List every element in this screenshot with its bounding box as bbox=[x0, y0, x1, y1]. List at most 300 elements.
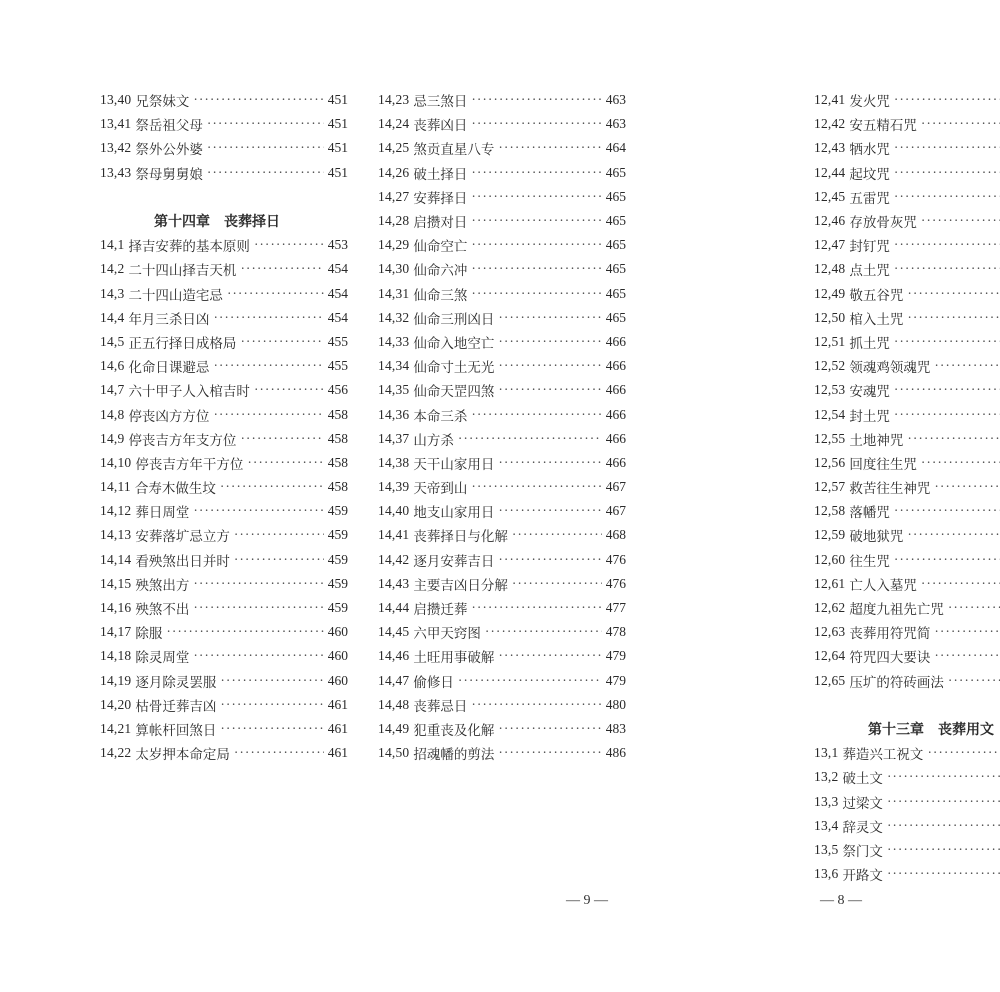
entry-number: 13,1 bbox=[814, 745, 839, 761]
entry-number: 14,31 bbox=[378, 285, 410, 301]
entry-title: 主要吉凶日分解 bbox=[413, 577, 508, 594]
entry-number: 14,13 bbox=[100, 527, 132, 543]
entry-number: 14,23 bbox=[378, 92, 410, 108]
entry-title: 招魂幡的剪法 bbox=[413, 747, 495, 764]
entry-title: 安五精石咒 bbox=[849, 118, 917, 135]
dot-leader bbox=[207, 165, 324, 181]
entry-title: 祭岳祖父母 bbox=[135, 118, 203, 135]
entry-page: 460 bbox=[327, 624, 348, 640]
dot-leader bbox=[220, 673, 323, 689]
entry-page: 451 bbox=[327, 164, 348, 180]
entry-title: 仙命三刑凶日 bbox=[413, 311, 495, 328]
entry-number: 12,61 bbox=[814, 575, 846, 591]
entry-title: 仙命六冲 bbox=[413, 263, 468, 280]
entry-title: 葬日周堂 bbox=[135, 505, 190, 522]
entry-number: 14,36 bbox=[378, 406, 410, 422]
entry-number: 14,20 bbox=[100, 696, 132, 712]
entry-page: 465 bbox=[605, 237, 626, 253]
entry-page: 465 bbox=[605, 285, 626, 301]
dot-leader bbox=[498, 455, 601, 471]
toc-entry bbox=[100, 596, 348, 620]
entry-title: 安葬择日 bbox=[413, 190, 468, 207]
entry-title: 起坟咒 bbox=[849, 166, 890, 183]
toc-entry bbox=[378, 644, 626, 668]
entry-page: 451 bbox=[327, 140, 348, 156]
entry-page: 453 bbox=[327, 237, 348, 253]
entry-page: 458 bbox=[327, 430, 348, 446]
entry-page: 458 bbox=[327, 479, 348, 495]
entry-number: 14,1 bbox=[100, 237, 125, 253]
entry-page: 465 bbox=[605, 261, 626, 277]
entry-number: 14,39 bbox=[378, 479, 410, 495]
entry-page: 467 bbox=[605, 479, 626, 495]
entry-number: 14,35 bbox=[378, 382, 410, 398]
dot-leader bbox=[907, 286, 1000, 302]
toc-entry bbox=[378, 161, 626, 185]
entry-number: 14,43 bbox=[378, 575, 410, 591]
entry-page: 463 bbox=[605, 92, 626, 108]
entry-number: 14,40 bbox=[378, 503, 410, 519]
entry-number: 14,25 bbox=[378, 140, 410, 156]
toc-entry bbox=[100, 257, 348, 281]
dot-leader bbox=[894, 140, 1000, 156]
entry-title: 兄祭妹文 bbox=[135, 94, 190, 111]
entry-title: 太岁押本命定局 bbox=[135, 747, 230, 764]
entry-page: 465 bbox=[605, 164, 626, 180]
dot-leader bbox=[927, 745, 1000, 761]
entry-number: 13,6 bbox=[814, 866, 839, 882]
entry-number: 14,21 bbox=[100, 720, 132, 736]
entry-title: 过梁文 bbox=[842, 795, 883, 812]
entry-number: 14,29 bbox=[378, 237, 410, 253]
dot-leader bbox=[207, 140, 324, 156]
entry-title: 择吉安葬的基本原则 bbox=[128, 239, 250, 256]
entry-number: 12,55 bbox=[814, 430, 846, 446]
entry-number: 14,19 bbox=[100, 672, 132, 688]
entry-number: 14,46 bbox=[378, 648, 410, 664]
toc-entry bbox=[100, 306, 348, 330]
dot-leader bbox=[498, 721, 601, 737]
dot-leader bbox=[193, 600, 323, 616]
entry-page: 466 bbox=[605, 454, 626, 470]
entry-title: 除服 bbox=[135, 626, 163, 643]
toc-entry bbox=[814, 765, 1000, 789]
toc-entry bbox=[100, 233, 348, 257]
entry-number: 14,15 bbox=[100, 575, 132, 591]
dot-leader bbox=[894, 237, 1000, 253]
dot-leader bbox=[498, 552, 601, 568]
toc-entry bbox=[814, 257, 1000, 281]
dot-leader bbox=[240, 334, 323, 350]
entry-page: 459 bbox=[327, 527, 348, 543]
toc-entry bbox=[378, 717, 626, 741]
dot-leader bbox=[934, 479, 1000, 495]
entry-page: 476 bbox=[605, 575, 626, 591]
toc-entry bbox=[100, 717, 348, 741]
toc-entry bbox=[100, 620, 348, 644]
toc-entry bbox=[378, 257, 626, 281]
entry-number: 12,65 bbox=[814, 672, 846, 688]
toc-entry bbox=[378, 330, 626, 354]
entry-title: 丧葬忌日 bbox=[413, 698, 468, 715]
dot-leader bbox=[193, 648, 323, 664]
toc-entry bbox=[378, 499, 626, 523]
entry-page: 459 bbox=[327, 503, 348, 519]
toc-entry bbox=[100, 451, 348, 475]
entry-page: 480 bbox=[605, 696, 626, 712]
dot-leader bbox=[894, 189, 1000, 205]
entry-title: 本命三杀 bbox=[413, 408, 468, 425]
dot-leader bbox=[254, 237, 324, 253]
entry-title: 算帐杆回煞日 bbox=[135, 722, 217, 739]
entry-title: 停丧吉方年支方位 bbox=[128, 432, 237, 449]
toc-entry bbox=[378, 523, 626, 547]
entry-page: 466 bbox=[605, 382, 626, 398]
entry-number: 14,45 bbox=[378, 624, 410, 640]
dot-leader bbox=[498, 503, 601, 519]
entry-title: 化命日课避忌 bbox=[128, 360, 210, 377]
toc-entry bbox=[814, 838, 1000, 862]
entry-page: 476 bbox=[605, 551, 626, 567]
entry-number: 12,62 bbox=[814, 600, 846, 616]
dot-leader bbox=[887, 866, 1000, 882]
entry-title: 安魂咒 bbox=[849, 384, 890, 401]
dot-leader bbox=[894, 92, 1000, 108]
dot-leader bbox=[234, 745, 324, 761]
toc-entry bbox=[100, 282, 348, 306]
dot-leader bbox=[471, 697, 601, 713]
entry-title: 正五行择日成格局 bbox=[128, 335, 237, 352]
toc-entry bbox=[814, 669, 1000, 693]
entry-number: 12,47 bbox=[814, 237, 846, 253]
toc-entry bbox=[100, 161, 348, 185]
entry-page: 461 bbox=[327, 696, 348, 712]
toc-entry bbox=[378, 741, 626, 765]
entry-page: 466 bbox=[605, 406, 626, 422]
entry-title: 天干山家用日 bbox=[413, 456, 495, 473]
dot-leader bbox=[471, 165, 601, 181]
dot-leader bbox=[220, 697, 323, 713]
dot-leader bbox=[193, 576, 323, 592]
toc-entry bbox=[100, 572, 348, 596]
entry-title: 二十四山择吉天机 bbox=[128, 263, 237, 280]
entry-title: 破土择日 bbox=[413, 166, 468, 183]
entry-title: 除灵周堂 bbox=[135, 650, 190, 667]
entry-title: 领魂鸡领魂咒 bbox=[849, 360, 931, 377]
entry-title: 存放骨灰咒 bbox=[849, 215, 917, 232]
entry-title: 殃煞出方 bbox=[135, 577, 190, 594]
entry-title: 发火咒 bbox=[849, 94, 890, 111]
entry-number: 12,42 bbox=[814, 116, 846, 132]
toc-entry bbox=[378, 233, 626, 257]
entry-title: 回度往生咒 bbox=[849, 456, 917, 473]
dot-leader bbox=[907, 527, 1000, 543]
dot-leader bbox=[887, 842, 1000, 858]
toc-entry bbox=[378, 572, 626, 596]
entry-number: 12,60 bbox=[814, 551, 846, 567]
toc-entry bbox=[378, 306, 626, 330]
toc-entry bbox=[378, 88, 626, 112]
entry-page: 464 bbox=[605, 140, 626, 156]
dot-leader bbox=[887, 769, 1000, 785]
dot-leader bbox=[921, 116, 1000, 132]
toc-entry bbox=[814, 427, 1000, 451]
entry-page: 466 bbox=[605, 333, 626, 349]
entry-number: 14,44 bbox=[378, 600, 410, 616]
entry-number: 14,30 bbox=[378, 261, 410, 277]
entry-number: 14,12 bbox=[100, 503, 132, 519]
entry-page: 455 bbox=[327, 333, 348, 349]
entry-number: 12,43 bbox=[814, 140, 846, 156]
dot-leader bbox=[234, 527, 324, 543]
toc-entry bbox=[814, 330, 1000, 354]
toc-entry bbox=[814, 741, 1000, 765]
toc-entry bbox=[100, 136, 348, 160]
toc-entry bbox=[100, 644, 348, 668]
toc-entry bbox=[100, 112, 348, 136]
entry-page: 461 bbox=[327, 745, 348, 761]
entry-number: 14,6 bbox=[100, 358, 125, 374]
entry-number: 14,42 bbox=[378, 551, 410, 567]
toc-group-2 bbox=[378, 88, 626, 765]
entry-title: 煞贡直星八专 bbox=[413, 142, 495, 159]
entry-title: 忌三煞日 bbox=[413, 94, 468, 111]
entry-page: 461 bbox=[327, 720, 348, 736]
toc-entry bbox=[378, 596, 626, 620]
entry-number: 13,42 bbox=[100, 140, 132, 156]
dot-leader bbox=[240, 261, 323, 277]
entry-number: 14,9 bbox=[100, 430, 125, 446]
toc-entry bbox=[378, 451, 626, 475]
entry-page: 483 bbox=[605, 720, 626, 736]
entry-number: 12,49 bbox=[814, 285, 846, 301]
dot-leader bbox=[934, 358, 1000, 374]
dot-leader bbox=[907, 310, 1000, 326]
entry-title: 棺入土咒 bbox=[849, 311, 904, 328]
dot-leader bbox=[498, 358, 601, 374]
dot-leader bbox=[934, 624, 1000, 640]
entry-number: 14,48 bbox=[378, 696, 410, 712]
entry-number: 14,27 bbox=[378, 188, 410, 204]
toc-entry bbox=[814, 88, 1000, 112]
entry-page: 459 bbox=[327, 600, 348, 616]
entry-title: 开路文 bbox=[842, 868, 883, 885]
entry-page: 451 bbox=[327, 116, 348, 132]
entry-number: 14,26 bbox=[378, 164, 410, 180]
dot-leader bbox=[471, 213, 601, 229]
entry-number: 12,56 bbox=[814, 454, 846, 470]
entry-title: 六十甲子人入棺吉时 bbox=[128, 384, 250, 401]
entry-number: 14,8 bbox=[100, 406, 125, 422]
entry-number: 14,14 bbox=[100, 551, 132, 567]
dot-leader bbox=[471, 286, 601, 302]
toc-entry bbox=[814, 620, 1000, 644]
dot-leader bbox=[458, 431, 602, 447]
entry-page: 456 bbox=[327, 382, 348, 398]
page-number-right: — 9 — bbox=[566, 893, 608, 908]
entry-number: 14,28 bbox=[378, 213, 410, 229]
entry-title: 祭门文 bbox=[842, 843, 883, 860]
entry-number: 14,2 bbox=[100, 261, 125, 277]
entry-number: 13,40 bbox=[100, 92, 132, 108]
dot-leader bbox=[207, 116, 324, 132]
entry-number: 12,52 bbox=[814, 358, 846, 374]
entry-number: 14,47 bbox=[378, 672, 410, 688]
entry-title: 敬五谷咒 bbox=[849, 287, 904, 304]
toc-entry bbox=[100, 475, 348, 499]
entry-page: 465 bbox=[605, 188, 626, 204]
toc-entry bbox=[100, 378, 348, 402]
dot-leader bbox=[227, 286, 324, 302]
toc-entry bbox=[378, 427, 626, 451]
dot-leader bbox=[894, 165, 1000, 181]
toc-entry bbox=[378, 185, 626, 209]
dot-leader bbox=[471, 261, 601, 277]
toc-entry bbox=[814, 451, 1000, 475]
entry-number: 14,11 bbox=[100, 479, 131, 495]
toc-entry bbox=[814, 161, 1000, 185]
toc-column-2 bbox=[378, 88, 626, 765]
dot-leader bbox=[894, 382, 1000, 398]
dot-leader bbox=[894, 334, 1000, 350]
toc-group-1b bbox=[100, 233, 348, 765]
toc-entry bbox=[100, 669, 348, 693]
entry-title: 启攒对日 bbox=[413, 215, 468, 232]
dot-leader bbox=[193, 503, 323, 519]
dot-leader bbox=[471, 479, 601, 495]
entry-title: 犯重丧及化解 bbox=[413, 722, 495, 739]
entry-number: 12,53 bbox=[814, 382, 846, 398]
dot-leader bbox=[471, 237, 601, 253]
toc-entry bbox=[100, 330, 348, 354]
entry-title: 辞灵文 bbox=[842, 819, 883, 836]
dot-leader bbox=[948, 673, 1000, 689]
dot-leader bbox=[471, 189, 601, 205]
dot-leader bbox=[247, 455, 323, 471]
toc-entry bbox=[814, 789, 1000, 813]
entry-number: 12,46 bbox=[814, 213, 846, 229]
toc-entry bbox=[378, 112, 626, 136]
chapter-heading: 第十三章 丧葬用文 bbox=[868, 721, 994, 738]
entry-title: 地支山家用日 bbox=[413, 505, 495, 522]
entry-number: 14,32 bbox=[378, 309, 410, 325]
toc-column-1 bbox=[100, 88, 348, 765]
toc-entry bbox=[814, 306, 1000, 330]
entry-number: 14,7 bbox=[100, 382, 125, 398]
entry-number: 14,50 bbox=[378, 745, 410, 761]
entry-title: 年月三杀日凶 bbox=[128, 311, 210, 328]
dot-leader bbox=[240, 431, 323, 447]
toc-entry bbox=[814, 596, 1000, 620]
entry-title: 仙命天罡四煞 bbox=[413, 384, 495, 401]
entry-number: 14,16 bbox=[100, 600, 132, 616]
dot-leader bbox=[220, 721, 323, 737]
dot-leader bbox=[166, 624, 323, 640]
toc-entry bbox=[378, 209, 626, 233]
entry-number: 13,5 bbox=[814, 841, 839, 857]
toc-entry bbox=[100, 693, 348, 717]
toc-entry bbox=[100, 88, 348, 112]
toc-entry bbox=[814, 209, 1000, 233]
entry-title: 葬造兴工祝文 bbox=[842, 747, 924, 764]
entry-page: 486 bbox=[605, 745, 626, 761]
dot-leader bbox=[471, 92, 601, 108]
toc-entry bbox=[378, 282, 626, 306]
toc-entry bbox=[100, 427, 348, 451]
toc-entry bbox=[378, 475, 626, 499]
entry-title: 牺水咒 bbox=[849, 142, 890, 159]
entry-number: 14,4 bbox=[100, 309, 125, 325]
toc-entry bbox=[814, 378, 1000, 402]
toc-entry bbox=[100, 548, 348, 572]
entry-title: 祭母舅舅娘 bbox=[135, 166, 203, 183]
dot-leader bbox=[894, 261, 1000, 277]
toc-entry bbox=[378, 354, 626, 378]
dot-leader bbox=[512, 576, 602, 592]
entry-title: 点土咒 bbox=[849, 263, 890, 280]
dot-leader bbox=[471, 407, 601, 423]
entry-title: 符咒四大要诀 bbox=[849, 650, 931, 667]
entry-number: 14,49 bbox=[378, 720, 410, 736]
entry-page: 479 bbox=[605, 648, 626, 664]
dot-leader bbox=[934, 648, 1000, 664]
entry-number: 12,58 bbox=[814, 503, 846, 519]
entry-number: 12,48 bbox=[814, 261, 846, 277]
entry-number: 14,22 bbox=[100, 745, 132, 761]
entry-number: 12,63 bbox=[814, 624, 846, 640]
entry-title: 停丧凶方方位 bbox=[128, 408, 210, 425]
toc-entry bbox=[814, 499, 1000, 523]
dot-leader bbox=[498, 745, 601, 761]
toc-entry bbox=[814, 354, 1000, 378]
entry-title: 五雷咒 bbox=[849, 190, 890, 207]
entry-title: 落幡咒 bbox=[849, 505, 890, 522]
entry-title: 救苦往生神咒 bbox=[849, 481, 931, 498]
entry-number: 14,34 bbox=[378, 358, 410, 374]
entry-title: 安葬落圹忌立方 bbox=[135, 529, 230, 546]
entry-title: 封钉咒 bbox=[849, 239, 890, 256]
dot-leader bbox=[193, 92, 323, 108]
toc-entry bbox=[814, 475, 1000, 499]
entry-number: 12,41 bbox=[814, 92, 846, 108]
entry-number: 14,3 bbox=[100, 285, 125, 301]
entry-page: 467 bbox=[605, 503, 626, 519]
entry-title: 仙命寸土无光 bbox=[413, 360, 495, 377]
entry-number: 12,57 bbox=[814, 479, 846, 495]
dot-leader bbox=[894, 552, 1000, 568]
dot-leader bbox=[887, 794, 1000, 810]
entry-page: 460 bbox=[327, 672, 348, 688]
entry-title: 压圹的符砖画法 bbox=[849, 674, 944, 691]
dot-leader bbox=[512, 527, 602, 543]
entry-number: 12,59 bbox=[814, 527, 846, 543]
entry-title: 仙命三煞 bbox=[413, 287, 468, 304]
entry-page: 465 bbox=[605, 309, 626, 325]
toc-entry bbox=[100, 354, 348, 378]
entry-page: 479 bbox=[605, 672, 626, 688]
entry-number: 14,5 bbox=[100, 333, 125, 349]
dot-leader bbox=[498, 648, 601, 664]
entry-number: 14,24 bbox=[378, 116, 410, 132]
toc-entry bbox=[378, 402, 626, 426]
entry-number: 14,37 bbox=[378, 430, 410, 446]
entry-number: 13,43 bbox=[100, 164, 132, 180]
entry-title: 封土咒 bbox=[849, 408, 890, 425]
entry-title: 丧葬凶日 bbox=[413, 118, 468, 135]
entry-page: 454 bbox=[327, 261, 348, 277]
entry-page: 454 bbox=[327, 285, 348, 301]
entry-number: 14,18 bbox=[100, 648, 132, 664]
